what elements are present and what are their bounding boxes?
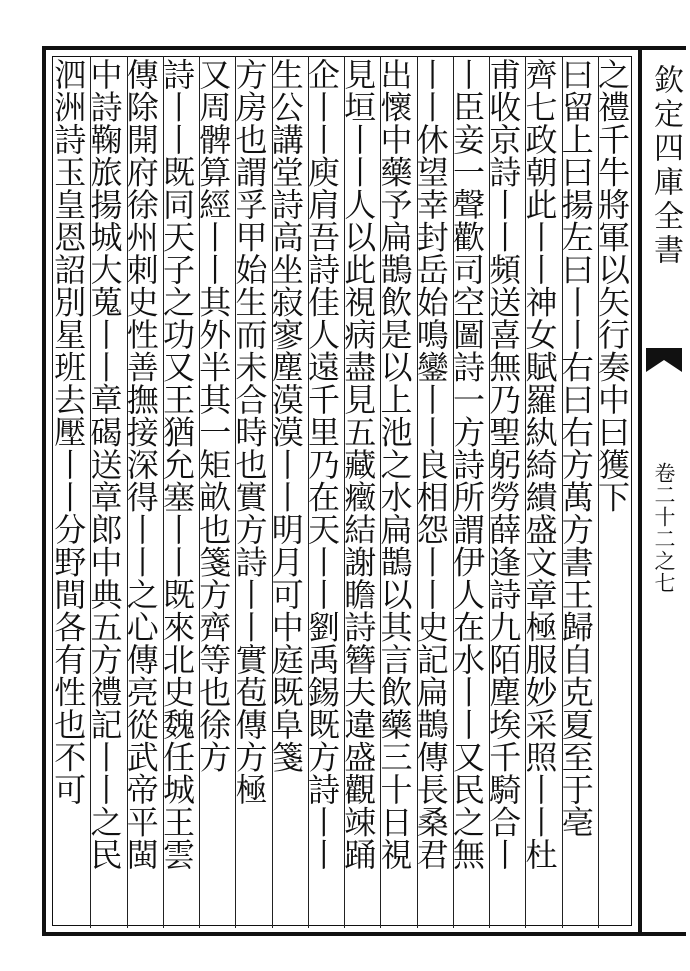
- fish-tail-mark-icon: [644, 346, 684, 374]
- text-column-13: 詩丨丨既同天子之功又王猶允塞丨丨既來北史魏任城王雲: [163, 56, 199, 928]
- text-column-5: 丨臣妾一聲歡司空圖詩一方詩所謂伊人在水丨丨又民之無: [453, 56, 489, 928]
- text-column-7: 出懷中藥予扁鵲飲是以上池之水扁鵲以其言飲藥三十日視: [380, 56, 416, 928]
- text-column-12: 又周髀算經丨丨其外半其一矩畝也箋方齊等也徐方: [199, 56, 235, 928]
- text-column-1: 之禮千牛將軍以矢行奏中曰獲下: [598, 56, 634, 928]
- side-volume: 卷二十二之七: [652, 462, 676, 594]
- text-column-15: 中詩鞠旅揚城大蒐丨丨章碣送章郎中典五方禮記丨丨之民: [90, 56, 126, 928]
- text-column-2: 曰留上曰揚左曰丨丨右曰右方萬方書王歸自克夏至于亳: [562, 56, 598, 928]
- side-margin: [642, 46, 686, 936]
- text-column-11: 方房也謂孚甲始生而未合時也實方詩丨丨實苞傳方極: [235, 56, 271, 928]
- text-column-8: 見垣丨丨人以此視病盡見五藏癥結謝瞻詩簪夫違盛觀竦踊: [344, 56, 380, 928]
- text-column-10: 生公講堂詩高坐寂寥塵漠漠丨丨明月可中庭既阜箋: [272, 56, 308, 928]
- side-title: 欽定四庫全書: [648, 64, 683, 268]
- text-column-14: 傳除開府徐州刺史性善撫接深得丨丨之心傳亮從武帝平閩: [127, 56, 163, 928]
- text-column-6: 丨丨休望幸封岳始鳴鑾丨丨良相怨丨丨史記扁鵲傳長桑君: [417, 56, 453, 928]
- text-column-9: 企丨丨庾肩吾詩佳人遠千里乃在天丨丨劉禹錫既方詩丨丨: [308, 56, 344, 928]
- text-column-16: 泗洲詩玉皇恩詔別星班去壓丨丨分野間各有性也不可: [49, 58, 88, 806]
- text-column-3: 齊七政朝此丨丨神女賦羅紈綺繢盛文章極服妙采照丨丨杜: [525, 56, 561, 928]
- text-column-4: 甫收京詩丨丨頻送喜無乃聖躬勞薛逢詩九陌塵埃千騎合丨: [489, 56, 525, 928]
- text-columns: [49, 56, 634, 928]
